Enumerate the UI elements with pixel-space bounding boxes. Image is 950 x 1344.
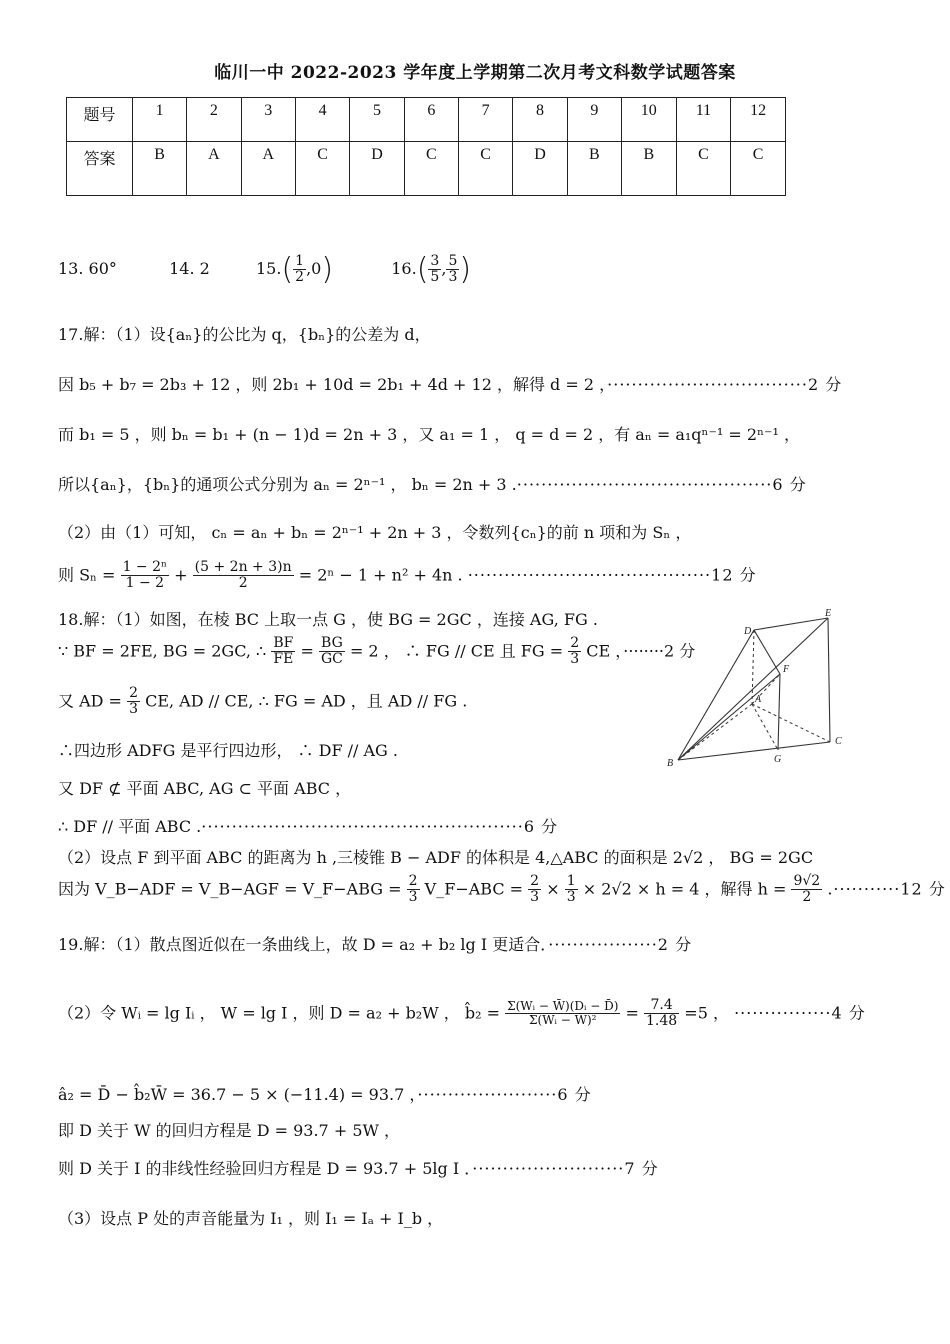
answer-15-fraction: $\frac{1}{2}$ bbox=[295, 252, 305, 285]
table-cell: 2 bbox=[187, 98, 241, 142]
solution-18-line-2: ∵ BF = 2FE, BG = 2GC, ∴ $\frac{BF}{FE}$ = $\frac{BG}{GC}$ = 2 ， ∴ FG // CE 且 FG = $\frac{2}{3}$ CE ，········2 分 bbox=[58, 635, 696, 668]
table-cell: A bbox=[241, 142, 295, 196]
table-cell: C bbox=[404, 142, 458, 196]
score-marker: ··········································6 分 bbox=[516, 475, 807, 494]
score-marker: ·····················································6 分 bbox=[201, 817, 559, 836]
edge-AG bbox=[752, 704, 778, 750]
table-cell: D bbox=[350, 142, 404, 196]
table-cell: B bbox=[567, 142, 621, 196]
table-cell: C bbox=[295, 142, 349, 196]
label-C: C bbox=[835, 736, 842, 747]
solution-17-line-6: 则 Sₙ = $\frac{\text{1 − 2ⁿ}}{1 - 2}$ + $\frac{(5 + 2n + 3)n}{2}$ = 2ⁿ − 1 + n² + 4n . ········································12 分 bbox=[58, 559, 757, 592]
table-cell: 12 bbox=[731, 98, 786, 142]
answer-14: 14. 2 bbox=[169, 259, 210, 278]
page-title: 临川一中 2022-2023 学年度上学期第二次月考文科数学试题答案 bbox=[214, 63, 736, 83]
answer-table bbox=[66, 97, 786, 196]
table-cell: 1 bbox=[132, 98, 186, 142]
edge-DA bbox=[752, 630, 754, 704]
label-E: E bbox=[825, 608, 832, 619]
table-row bbox=[67, 98, 786, 142]
table-cell: C bbox=[676, 142, 731, 196]
edge-DF bbox=[754, 630, 780, 674]
solution-18-line-1: 18.解：（1）如图，在棱 BC 上取一点 G ，使 BG = 2GC ，连接 AG, FG . bbox=[58, 610, 598, 629]
solution-19-line-6: （3）设点 P 处的声音能量为 I₁ ，则 I₁ = Iₐ + I_b ， bbox=[58, 1209, 444, 1228]
solution-19-line-1: 19.解：（1）散点图近似在一条曲线上，故 D = a₂ + b₂ lg I 更适合．··················2 分 bbox=[58, 935, 693, 954]
score-marker: ·························7 分 bbox=[472, 1159, 659, 1178]
table-cell: B bbox=[621, 142, 676, 196]
solution-18-line-8: 因为 V_B−ADF = V_B−AGF = V_F−ABG = $\frac{2}{3}$ V_F−ABC = $\frac{2}{3}$ × $\frac{1}{3}$ × 2√2 × h = 4 ，解得 h = $\frac{9√2}{2}$ .···········12 分 bbox=[58, 873, 946, 906]
edge-BA bbox=[678, 704, 752, 760]
solution-19-line-5: 则 D 关于 I 的非线性经验回归方程是 D = 93.7 + 5lg I ．·························7 分 bbox=[58, 1159, 659, 1178]
table-cell: 5 bbox=[350, 98, 404, 142]
answer-16-fraction-b: $\frac{5}{3}$ bbox=[448, 252, 458, 285]
score-marker: ·······················6 分 bbox=[417, 1085, 592, 1104]
solution-18-line-5: 又 DF ⊄ 平面 ABC, AG ⊂ 平面 ABC ， bbox=[58, 779, 352, 798]
solution-19-line-2: （2）令 Wᵢ = lg Iᵢ ， W = lg I ，则 D = a₂ + b₂W ， b̂₂ = $\frac{\text{Σ(Wᵢ − W̄)(Dᵢ − D̄)}}{\text{Σ(Wᵢ − W̄)²}}$ = $\frac{7.4}{1.48}$ =5 ， ················4 分 bbox=[58, 997, 866, 1030]
answer-15-rest: ,0 bbox=[306, 259, 322, 278]
table-cell: B bbox=[132, 142, 186, 196]
table-cell: C bbox=[731, 142, 786, 196]
label-G: G bbox=[774, 754, 782, 765]
label-D: D bbox=[744, 626, 752, 637]
table-cell: 4 bbox=[295, 98, 349, 142]
edge-EC bbox=[828, 618, 830, 742]
solution-18-line-6: ∴ DF // 平面 ABC .·····················································6 分 bbox=[58, 817, 559, 836]
edge-AC bbox=[752, 704, 830, 742]
answer-16-fraction-a: $\frac{3}{5}$ bbox=[430, 252, 440, 285]
score-marker: .···········12 分 bbox=[827, 879, 946, 899]
edge-BD bbox=[678, 630, 754, 760]
table-cell: 6 bbox=[404, 98, 458, 142]
table-cell: 10 bbox=[621, 98, 676, 142]
solution-18-line-4: ∴四边形 ADFG 是平行四边形， ∴ DF // AG . bbox=[58, 741, 399, 760]
answer-16-label: 16. bbox=[391, 259, 417, 278]
fill-in-answers: 13. 60° 14. 2 15.( $\frac{1}{2}$ ,0) 16.( $\frac{3}{5}$ , $\frac{5}{3}$ ) bbox=[58, 252, 472, 287]
solution-17-line-5: （2）由（1）可知， cₙ = aₙ + bₙ = 2ⁿ⁻¹ + 2n + 3 ，令数列{cₙ}的前 n 项和为 Sₙ ， bbox=[58, 523, 692, 542]
score-marker: ··················2 分 bbox=[548, 935, 693, 954]
label-B: B bbox=[667, 758, 674, 769]
table-header-cell: 题号 bbox=[67, 98, 133, 142]
score-marker: ········································12 分 bbox=[467, 565, 757, 585]
table-cell: 3 bbox=[241, 98, 295, 142]
table-row bbox=[67, 142, 786, 196]
table-cell: C bbox=[458, 142, 512, 196]
table-cell: D bbox=[513, 142, 567, 196]
label-F: F bbox=[783, 664, 790, 675]
answer-15-label: 15. bbox=[255, 259, 282, 278]
solution-19-line-3: â₂ = D̄ − b̂₂W̄ = 36.7 − 5 × (−11.4) = 93.7 ，·······················6 分 bbox=[58, 1085, 592, 1104]
edge-BC bbox=[678, 742, 830, 760]
solution-17-line-4: 所以{aₙ}，{bₙ}的通项公式分别为 aₙ = 2ⁿ⁻¹ ， bₙ = 2n + 3 .··········································6 分 bbox=[58, 475, 807, 494]
table-cell: A bbox=[187, 142, 241, 196]
table-cell: 9 bbox=[567, 98, 621, 142]
label-A: A bbox=[755, 694, 762, 705]
solution-19-line-4: 即 D 关于 W 的回归方程是 D = 93.7 + 5W ， bbox=[58, 1121, 401, 1140]
solution-17-line-1: 17.解：（1）设{aₙ}的公比为 q，{bₙ}的公差为 d， bbox=[58, 325, 431, 344]
prism-figure bbox=[668, 608, 858, 768]
solution-17-line-3: 而 b₁ = 5 ，则 bₙ = b₁ + (n − 1)d = 2n + 3 ，又 a₁ = 1 ， q = d = 2 ，有 aₙ = a₁qⁿ⁻¹ = 2ⁿ⁻¹ ， bbox=[58, 425, 800, 444]
table-cell: 8 bbox=[513, 98, 567, 142]
solution-17-line-2: 因 b₅ + b₇ = 2b₃ + 12 ，则 2b₁ + 10d = 2b₁ + 4d + 12 ，解得 d = 2 ，·································2 分 bbox=[58, 375, 843, 394]
score-marker: ················4 分 bbox=[734, 1003, 866, 1023]
table-cell: 7 bbox=[458, 98, 512, 142]
edge-BF bbox=[678, 674, 780, 760]
solution-18-line-3: 又 AD = $\frac{2}{3}$ CE, AD // CE, ∴ FG = AD ，且 AD // FG . bbox=[58, 685, 468, 718]
table-header-cell: 答案 bbox=[67, 142, 133, 196]
answer-13: 13. 60° bbox=[58, 259, 117, 278]
edge-FG bbox=[778, 674, 780, 750]
solution-18-line-7: （2）设点 F 到平面 ABC 的距离为 h ,三棱锥 B − ADF 的体积是 4,△ABC 的面积是 2√2 ， BG = 2GC bbox=[58, 848, 814, 867]
table-cell: 11 bbox=[676, 98, 731, 142]
score-marker: ·································2 分 bbox=[607, 375, 843, 394]
edge-BE bbox=[678, 618, 828, 760]
